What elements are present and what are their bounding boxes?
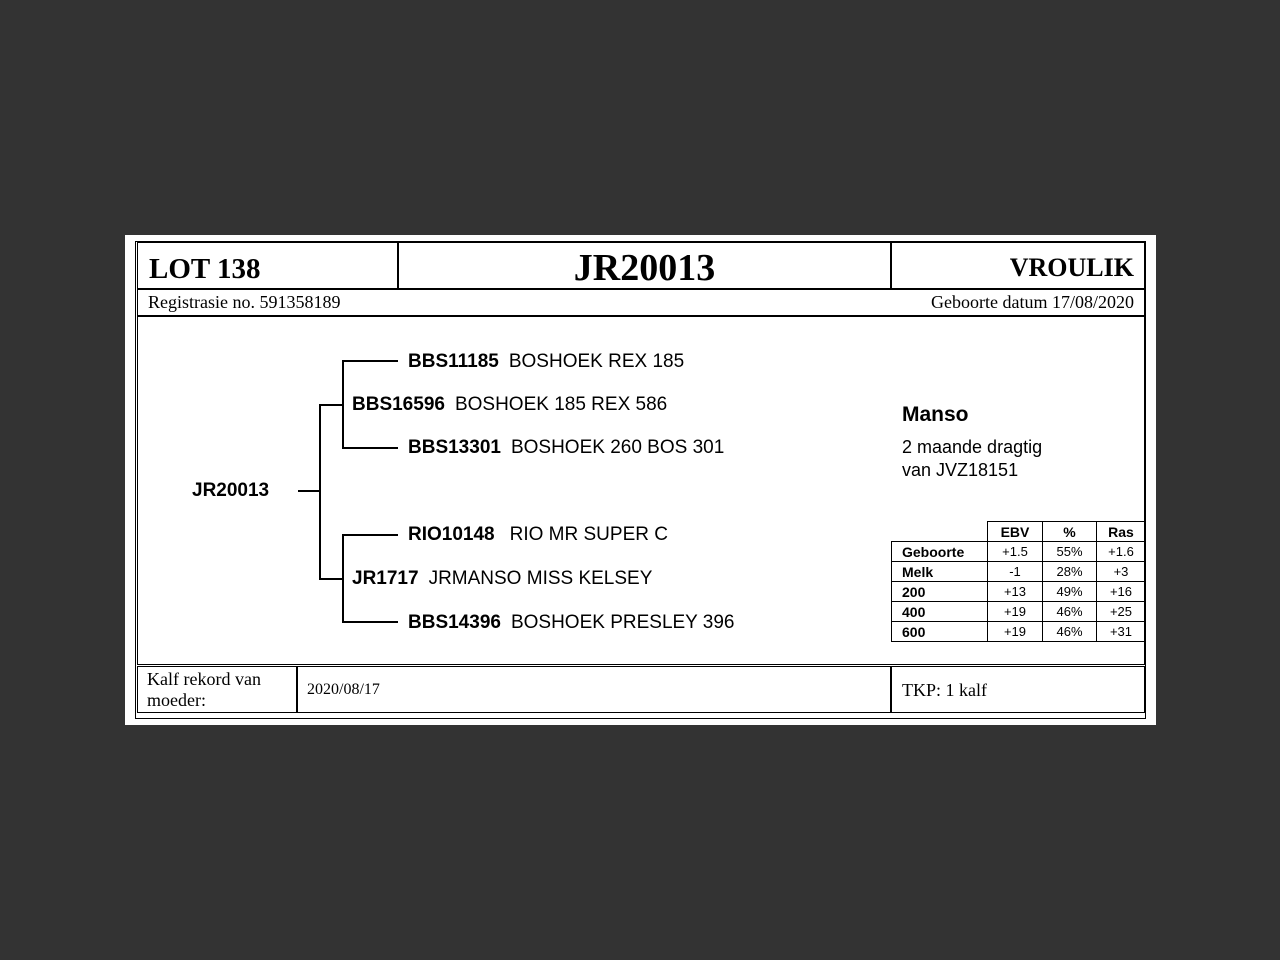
pedigree-id: BBS14396 (408, 612, 501, 633)
pedigree-name: BOSHOEK PRESLEY 396 (510, 612, 735, 633)
pedigree-sire (352, 394, 667, 416)
ebv-row-label: Melk (892, 562, 988, 582)
lot-card (125, 235, 1156, 725)
ebv-cell: -1 (988, 562, 1043, 582)
notes-title: Manso (902, 403, 969, 426)
pedigree-id: BBS13301 (408, 437, 501, 458)
birth-date: Geboorte datum 17/08/2020 (931, 292, 1134, 312)
ebv-row (892, 542, 1146, 562)
pedigree-id: BBS16596 (352, 394, 445, 415)
ebv-header: % (1043, 522, 1097, 542)
pedigree-connector (298, 490, 320, 492)
ebv-header: EBV (988, 522, 1043, 542)
ebv-cell: +16 (1097, 582, 1146, 602)
ebv-row (892, 562, 1146, 582)
pedigree-name: RIO MR SUPER C (509, 524, 668, 545)
pedigree-id: RIO10148 (408, 524, 495, 545)
notes-line-1: 2 maande dragtig (902, 437, 1043, 457)
sex-box (891, 242, 1145, 289)
ebv-row-label: Geboorte (892, 542, 988, 562)
ebv-cell: +25 (1097, 602, 1146, 622)
ebv-header-row (892, 522, 1146, 542)
pedigree-sire-dam (408, 437, 724, 459)
pedigree-dam-sire (408, 524, 668, 546)
lot-number: LOT 138 (149, 253, 261, 285)
pedigree-dam (352, 568, 652, 590)
pedigree-name: BOSHOEK 260 BOS 301 (510, 437, 725, 458)
ebv-table (891, 521, 1146, 642)
pedigree-connector (342, 534, 398, 536)
ebv-row-label: 200 (892, 582, 988, 602)
pedigree-connector (319, 578, 342, 580)
pedigree-connector (342, 360, 344, 449)
ebv-cell: 28% (1043, 562, 1097, 582)
ebv-cell: +1.5 (988, 542, 1043, 562)
ebv-row (892, 582, 1146, 602)
animal-sex: VROULIK (1009, 253, 1134, 282)
pedigree-name: BOSHOEK 185 REX 586 (454, 394, 668, 415)
pedigree-connector (342, 621, 398, 623)
ebv-cell: +3 (1097, 562, 1146, 582)
calf-record-label: Kalf rekord van moeder: (147, 669, 261, 710)
pedigree-connector (319, 404, 342, 406)
pedigree-name: BOSHOEK REX 185 (508, 351, 685, 372)
pedigree-connector (319, 405, 321, 579)
tkp-value: TKP: 1 kalf (902, 680, 987, 700)
ebv-cell: +1.6 (1097, 542, 1146, 562)
ebv-cell: 49% (1043, 582, 1097, 602)
pedigree-animal (192, 480, 269, 502)
pedigree-connector (342, 534, 344, 623)
ebv-cell: 46% (1043, 622, 1097, 642)
ebv-cell: +31 (1097, 622, 1146, 642)
animal-tag: JR20013 (573, 247, 716, 289)
ebv-cell: +13 (988, 582, 1043, 602)
pedigree-id: JR1717 (352, 568, 419, 589)
calf-record-value: 2020/08/17 (307, 681, 380, 698)
ebv-cell: 55% (1043, 542, 1097, 562)
ebv-cell: 46% (1043, 602, 1097, 622)
ebv-header: Ras (1097, 522, 1146, 542)
calf-record-label-box (137, 666, 297, 713)
ebv-row-label: 400 (892, 602, 988, 622)
ebv-row (892, 602, 1146, 622)
pedigree-connector (342, 360, 398, 362)
pedigree-id: BBS11185 (408, 351, 499, 372)
ebv-cell: +19 (988, 622, 1043, 642)
ebv-cell: +19 (988, 602, 1043, 622)
notes-line-2: van JVZ18151 (902, 460, 1019, 480)
registration-number: Registrasie no. 591358189 (148, 292, 341, 312)
info-row (137, 289, 1145, 316)
lot-box (137, 242, 398, 289)
pedigree-connector (342, 447, 398, 449)
tag-box (398, 242, 891, 289)
ebv-row-label: 600 (892, 622, 988, 642)
pedigree-sire-sire (408, 351, 684, 373)
calf-record-value-box (297, 666, 891, 713)
pedigree-animal-id: JR20013 (192, 480, 270, 501)
ebv-row (892, 622, 1146, 642)
tkp-box (891, 666, 1145, 713)
pedigree-dam-dam (408, 612, 735, 634)
pedigree-name: JRMANSO MISS KELSEY (428, 568, 653, 589)
